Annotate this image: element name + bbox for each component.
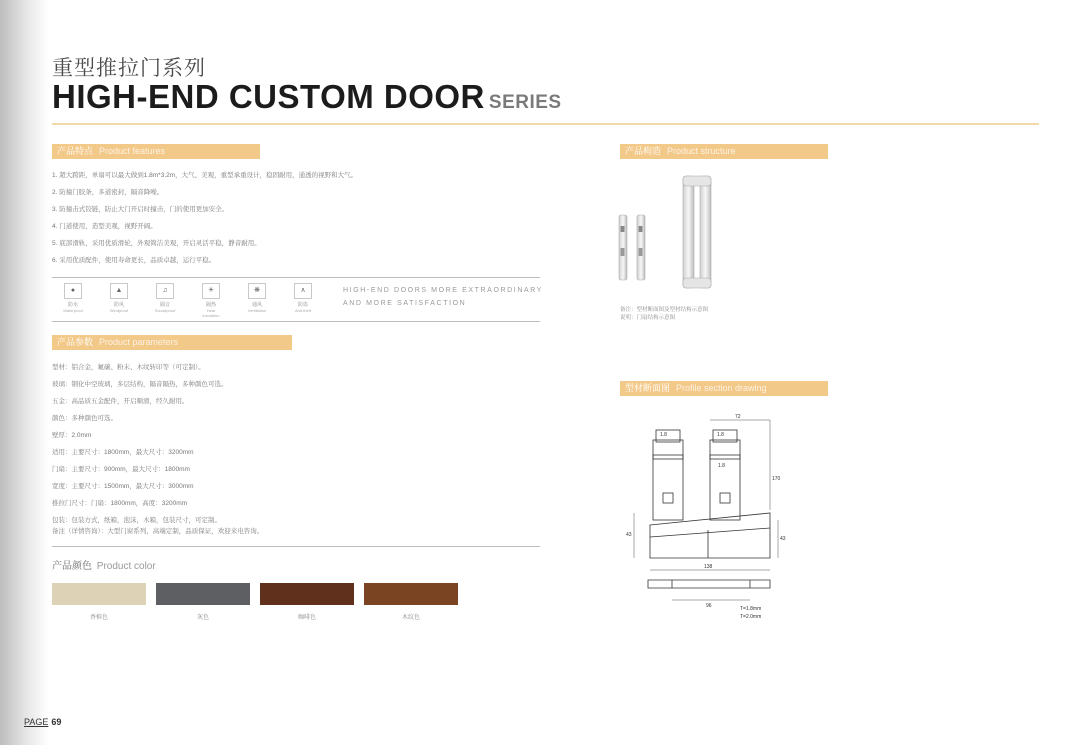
color-swatch-item [156,583,250,621]
parameters-label-en: Product parameters [99,337,179,347]
cert-label: 隔音 [159,302,170,308]
divider [52,546,540,547]
color-swatch [364,583,458,605]
wind-icon: ❋ [248,283,266,299]
cert-sublabel: Soundproof [154,308,176,313]
color-swatch-item [364,583,458,621]
color-swatch-item [260,583,354,621]
color-swatch-label: 咖啡色 [297,615,316,621]
param-line: 五金：高品质五金配件，开启顺滑，经久耐用。 [52,398,189,405]
color-swatch [156,583,250,605]
structure-caption-line-1: 备注：型材断面图及型材结构示意图 [620,307,709,313]
cert-sublabel: Waterproof [63,308,83,313]
divider [52,321,540,322]
cert-label: 防水 [67,302,78,308]
features-list [52,170,540,272]
sound-icon: ♫ [156,283,174,299]
features-label-cn: 产品特点 [57,146,94,156]
structure-label-cn: 产品构造 [625,146,662,156]
svg-text:1.8: 1.8 [718,463,725,469]
structure-caption [620,306,708,322]
title-cn: 重型推拉门系列 [52,57,206,80]
param-line: 推拉门尺寸：门扇：1800mm，高度：3200mm [52,500,188,507]
structure-label-en: Product structure [667,146,736,156]
cert-label: 防风 [113,302,124,308]
cert-item [244,283,270,318]
param-line: 玻璃：钢化中空玻璃，多层结构，隔音隔热，多种颜色可选。 [52,381,228,388]
feature-line: 4. 门道使用，造型美观，视野开阔。 [52,223,157,230]
param-line: 适用：主要尺寸：1800mm，最大尺寸：3200mm [52,449,194,456]
cert-sublabel: Heat insulation [202,308,220,318]
feature-line: 5. 底部滑轨，采用优质滑轮，外观简洁美观，开启灵活平稳，静音耐用。 [52,240,261,247]
page-label: PAGE [24,717,49,727]
section-drawing-label-en: Profile section drawing [676,383,767,393]
param-line: 型材：铝合金，氟碳、粉末、木纹转印等（可定制）。 [52,364,205,371]
color-swatches [52,583,458,621]
svg-text:1.8: 1.8 [717,432,724,438]
cert-item [60,283,86,318]
dim-top-width: 72 [735,414,741,420]
cert-item [106,283,132,318]
cert-item [152,283,178,318]
param-line: 门扇：主要尺寸：900mm，最大尺寸：1800mm [52,466,190,473]
profile-section-drawing [620,410,790,625]
door-structure-illustration [610,168,730,300]
colors-title-cn: 产品颜色 [52,561,92,572]
dim-base-width: 138 [704,564,713,570]
title-en-main: HIGH-END CUSTOM DOOR [52,78,485,115]
color-swatch [260,583,354,605]
section-drawing-bar [620,381,828,396]
cert-label: 防盗 [297,302,308,308]
feature-line: 6. 采用优质配件，使用寿命更长，品质卓越，运行平稳。 [52,257,216,264]
dim-base-height: 43 [626,532,632,538]
sun-icon: ☀ [202,283,220,299]
dim-note-1: T=1.8mm [740,606,762,612]
color-swatch [52,583,146,605]
cert-sublabel: Windproof [109,308,129,313]
params-list [52,362,540,532]
dim-height: 170 [772,476,781,482]
page-number [24,717,61,727]
cert-label: 通风 [251,302,262,308]
cert-item [198,283,224,318]
color-swatch-label: 木纹色 [401,615,420,621]
color-swatch-label: 香槟色 [89,615,108,621]
dim-bottom-width: 96 [706,603,712,609]
page-num: 69 [51,717,62,727]
shield-icon: ▲ [110,283,128,299]
lock-icon: ∧ [294,283,312,299]
svg-text:1.8: 1.8 [660,432,667,438]
feature-line: 1. 超大跨距，单扇可以最大做到1.8m*3.2m，大气、美观，重型承重设计，稳固耐用，通透的视野和大气。 [52,172,358,179]
cert-sublabel: Ventilation [247,308,267,313]
parameters-bar [52,335,292,350]
page-shade [0,0,48,745]
structure-bar [620,144,828,159]
cert-item [290,283,316,318]
dim-base-height-right: 43 [780,536,786,542]
colors-title-en: Product color [96,561,156,572]
feature-line: 3. 防撞击式铰链，防止大门开启时撞击，门的使用更加安全。 [52,206,229,213]
param-line: 包装：包装方式，纸箱，泡沫，木箱，包装尺寸，可定制。 [52,517,221,524]
params-note: 备注（详情咨询）：大型门窗系列，高端定制，品质保证，欢迎来电咨询。 [52,528,264,535]
features-label-en: Product features [99,146,166,156]
divider [52,277,540,278]
color-swatch-label: 灰色 [196,615,209,621]
header-rule [52,123,1039,125]
drop-icon: ● [64,283,82,299]
param-line: 壁厚：2.0mm [52,432,92,439]
title-en-series: SERIES [488,92,562,113]
section-drawing-label-cn: 型材断面图 [625,383,671,393]
cert-label: 隔热 [205,302,216,308]
param-line: 宽度：主要尺寸：1500mm，最大尺寸：3000mm [52,483,194,490]
slogan-line-2: AND MORE SATISFACTION [343,300,467,307]
cert-sublabel: Anti-theft [294,308,311,313]
param-line: 颜色：多种颜色可选。 [52,415,117,422]
title-en [52,78,562,116]
dim-note-2: T=2.0mm [740,614,762,620]
slogan-line-1: HIGH-END DOORS MORE EXTRAORDINARY [343,287,544,294]
features-bar [52,144,260,159]
colors-title [52,557,156,572]
slogan [343,287,543,307]
color-swatch-item [52,583,146,621]
parameters-label-cn: 产品参数 [57,337,94,347]
structure-caption-line-2: 说明：门扇结构示意图 [620,315,676,321]
feature-line: 2. 防撞门胶条，多道密封，隔音降噪。 [52,189,164,196]
cert-icons [60,283,316,318]
